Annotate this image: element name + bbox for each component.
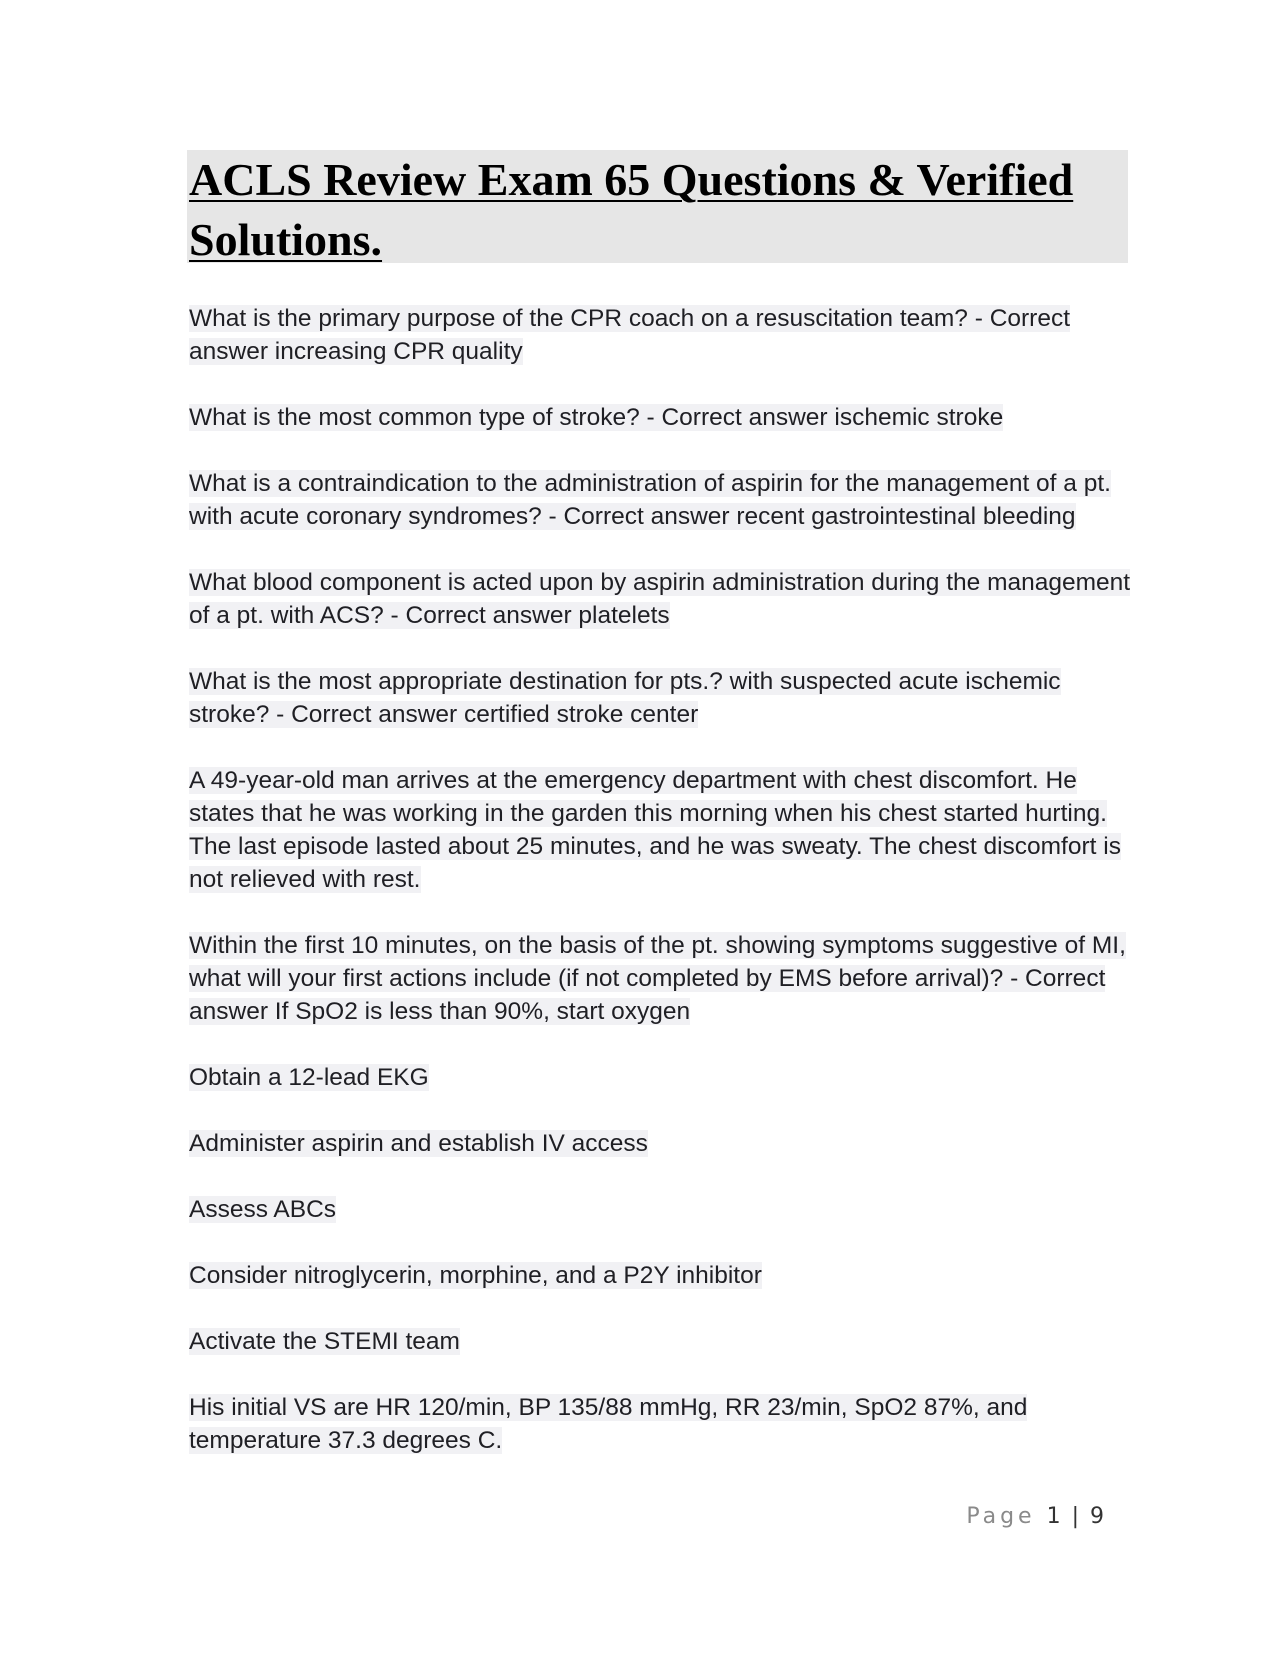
paragraph-text: Within the first 10 minutes, on the basis of the pt. showing symptoms suggestive of MI, what will your first actions include (if not completed by EMS before arrival)? - Correct answer If SpO2 is less than 90%, start oxygen <box>189 932 1126 1025</box>
paragraph-text: Activate the STEMI team <box>189 1328 460 1355</box>
paragraph-text: What is a contraindication to the administration of aspirin for the management of a pt. with acute coronary syndromes? - Correct answer recent gastrointestinal bleeding <box>189 470 1111 530</box>
paragraph-text: What blood component is acted upon by aspirin administration during the management of a pt. with ACS? - Correct answer platelets <box>189 569 1131 629</box>
paragraph-text: Administer aspirin and establish IV access <box>189 1130 648 1157</box>
paragraph-text: What is the most appropriate destination for pts.? with suspected acute ischemic stroke? - Correct answer certified stroke center <box>189 668 1061 728</box>
paragraph-text: Obtain a 12-lead EKG <box>189 1064 429 1091</box>
paragraph-text: What is the primary purpose of the CPR coach on a resuscitation team? - Correct answer increasing CPR quality <box>189 305 1071 365</box>
page-number-total: 9 <box>1090 1504 1104 1529</box>
paragraph <box>189 1325 1139 1358</box>
paragraph <box>189 1193 1139 1226</box>
paragraph <box>189 302 1139 368</box>
paragraph-text: Assess ABCs <box>189 1196 337 1223</box>
document-body <box>189 302 1139 1490</box>
paragraph <box>189 1391 1139 1457</box>
paragraph <box>189 1127 1139 1160</box>
paragraph <box>189 1259 1139 1292</box>
page-number-label: Page <box>966 1504 1036 1529</box>
paragraph-text: What is the most common type of stroke? - Correct answer ischemic stroke <box>189 404 1004 431</box>
paragraph <box>189 665 1139 731</box>
paragraph <box>189 467 1139 533</box>
page-number-separator: | <box>1071 1504 1079 1529</box>
paragraph-text: A 49-year-old man arrives at the emergency department with chest discomfort. He states that he was working in the garden this morning when his chest started hurting. The last episode lasted about 25 minutes, and he was sweaty. The chest discomfort is not relieved with rest. <box>189 767 1121 893</box>
paragraph <box>189 1061 1139 1094</box>
page-number-current: 1 <box>1046 1504 1061 1529</box>
paragraph <box>189 401 1139 434</box>
paragraph <box>189 566 1139 632</box>
paragraph <box>189 764 1139 896</box>
paragraph-text: Consider nitroglycerin, morphine, and a P2Y inhibitor <box>189 1262 762 1289</box>
page-number <box>966 1502 1104 1532</box>
document-title: ACLS Review Exam 65 Questions & Verified Solutions. <box>189 154 1074 265</box>
paragraph <box>189 929 1139 1028</box>
paragraph-text: His initial VS are HR 120/min, BP 135/88 mmHg, RR 23/min, SpO2 87%, and temperature 37.3 degrees C. <box>189 1394 1028 1454</box>
